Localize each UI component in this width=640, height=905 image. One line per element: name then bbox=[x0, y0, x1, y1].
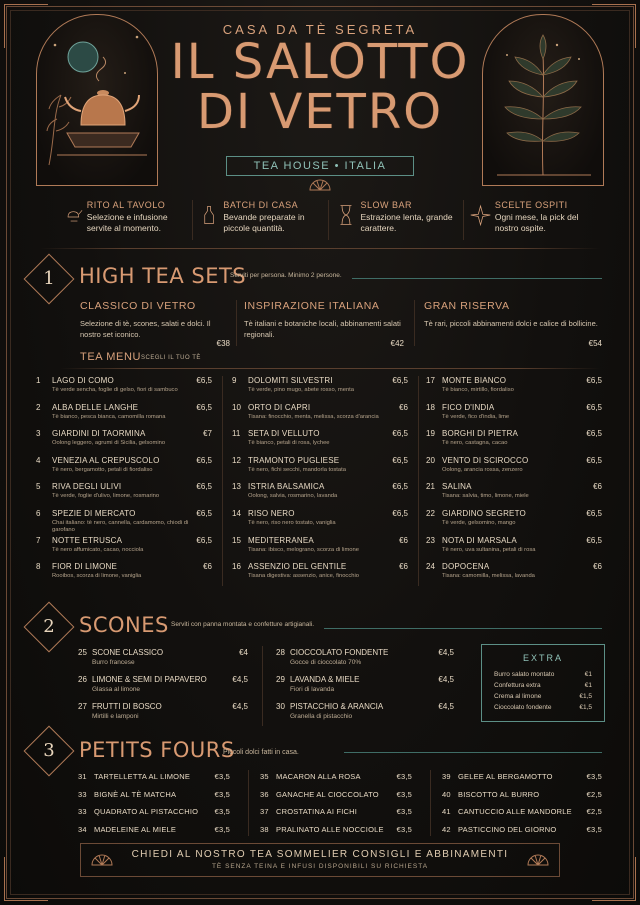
item-price: €6,5 bbox=[196, 535, 212, 545]
item-desc: Tè bianco, pesca bianca, camomilla romana bbox=[52, 413, 166, 420]
tea-item bbox=[426, 482, 602, 509]
item-number: 23 bbox=[426, 535, 435, 545]
feature-desc: Bevande preparate in piccole quantità. bbox=[223, 212, 305, 233]
item-number: 35 bbox=[260, 772, 269, 781]
item-desc: Tè nero affumicato, cacao, nocciola bbox=[52, 546, 144, 553]
item-name: QUADRATO AL PISTACCHIO bbox=[94, 807, 199, 816]
item-price: €6,5 bbox=[392, 508, 408, 518]
petit-four-item bbox=[442, 825, 602, 843]
item-name: ORTO DI CAPRI bbox=[248, 402, 311, 412]
bottle-icon bbox=[199, 200, 219, 230]
item-desc: Tè nero, fichi secchi, mandorla tostata bbox=[248, 466, 346, 473]
tea-item bbox=[36, 536, 212, 563]
item-name: LAGO DI COMO bbox=[52, 376, 114, 385]
item-name: LIMONE & SEMI DI PAPAVERO bbox=[92, 675, 207, 684]
item-price: €6,5 bbox=[586, 535, 602, 545]
petit-four-item bbox=[260, 825, 412, 843]
item-desc: Fiori di lavanda bbox=[290, 686, 335, 693]
item-price: €6,5 bbox=[586, 429, 602, 439]
divider bbox=[222, 376, 223, 586]
item-name: DOPOCENA bbox=[442, 562, 490, 572]
item-desc: Oolong, salvia, rosmarino, lavanda bbox=[248, 493, 338, 500]
item-name: NOTTE ETRUSCA bbox=[52, 535, 123, 545]
extra-item bbox=[482, 691, 604, 702]
item-price: €6,5 bbox=[196, 482, 212, 492]
item-price: €7 bbox=[203, 429, 212, 439]
tea-item bbox=[36, 482, 212, 509]
item-desc: Tè verde, foglie d'ulivo, limone, rosmarino bbox=[52, 493, 160, 500]
item-desc: Tè verde, pino mugo, abete rosso, menta bbox=[248, 387, 355, 393]
tea-menu-subtitle: SCEGLI IL TUO TÈ bbox=[141, 355, 201, 361]
item-desc: Tè bianco, petali di rosa, lychee bbox=[248, 440, 330, 447]
tea-set-card bbox=[244, 300, 404, 348]
item-number: 4 bbox=[36, 455, 41, 465]
item-name: TARTELLETTA AL LIMONE bbox=[94, 772, 191, 781]
set-desc: Tè italiani e botaniche locali, abbinamenti salati regionali. bbox=[244, 319, 401, 339]
set-desc: Tè rari, piccoli abbinamenti dolci e calice di bollicine. bbox=[424, 319, 598, 328]
scone-item bbox=[276, 648, 454, 672]
fan-ornament-icon bbox=[527, 852, 549, 866]
item-name: VENEZIA AL CREPUSCOLO bbox=[52, 455, 160, 465]
tea-item bbox=[36, 376, 212, 403]
item-name: ALBA DELLE LANGHE bbox=[52, 402, 139, 412]
set-name: CLASSICO DI VETRO bbox=[80, 300, 196, 312]
item-name: TRAMONTO PUGLIESE bbox=[248, 455, 340, 465]
item-number: 24 bbox=[426, 562, 435, 572]
set-desc: Selezione di tè, scones, salati e dolci. Il nostro set iconico. bbox=[80, 319, 211, 339]
tea-item bbox=[36, 403, 212, 430]
petit-four-item bbox=[442, 772, 602, 790]
tea-item bbox=[426, 562, 602, 589]
compass-star-icon bbox=[470, 200, 491, 230]
tea-column bbox=[232, 376, 408, 589]
item-name: PRALINATO ALLE NOCCIOLE bbox=[276, 824, 384, 834]
set-price: €42 bbox=[390, 339, 404, 348]
item-name: SPEZIE DI MERCATO bbox=[52, 508, 136, 518]
tea-set-card bbox=[80, 300, 230, 348]
divider bbox=[40, 248, 600, 249]
item-price: €6,5 bbox=[586, 402, 602, 412]
item-desc: Tè nero, uva sultanina, petali di rosa bbox=[442, 546, 536, 553]
feature-item bbox=[328, 200, 463, 240]
petit-four-item bbox=[260, 790, 412, 808]
item-name: GANACHE AL CIOCCOLATO bbox=[276, 789, 379, 799]
tea-item bbox=[36, 562, 212, 589]
item-number: 22 bbox=[426, 508, 435, 518]
footer-subline: TÈ SENZA TEINA E INFUSI DISPONIBILI SU RICHIESTA bbox=[211, 863, 429, 870]
scone-item bbox=[276, 702, 454, 726]
petit-four-item bbox=[78, 807, 230, 825]
item-desc: Granella di pistacchio bbox=[290, 713, 353, 720]
item-desc: Tè verde sencha, foglie di gelso, fiori di sambuco bbox=[52, 387, 178, 393]
features-row bbox=[58, 200, 598, 240]
item-name: NOTA DI MARSALA bbox=[442, 535, 517, 545]
item-name: SCONE CLASSICO bbox=[92, 648, 164, 657]
item-name: PISTACCHIO & ARANCIA bbox=[290, 702, 384, 711]
tea-menu-title: TEA MENU bbox=[80, 351, 142, 363]
fan-ornament-icon bbox=[91, 852, 113, 866]
item-name: LAVANDA & MIELE bbox=[290, 675, 360, 684]
item-desc: Rooibos, scorza di limone, vaniglia bbox=[52, 573, 142, 580]
item-name: VENTO DI SCIROCCO bbox=[442, 455, 529, 465]
tea-item bbox=[232, 456, 408, 483]
item-desc: Gocce di cioccolato 70% bbox=[290, 659, 362, 666]
item-name: GELEE AL BERGAMOTTO bbox=[458, 772, 553, 781]
item-number: 31 bbox=[78, 772, 87, 781]
section-rule bbox=[344, 752, 602, 753]
teapot-pour-icon bbox=[64, 200, 83, 230]
tea-item bbox=[232, 482, 408, 509]
extra-price: €1 bbox=[584, 671, 592, 678]
tea-item bbox=[36, 429, 212, 456]
item-price: €6,5 bbox=[586, 455, 602, 465]
extra-price: €1,5 bbox=[579, 704, 592, 711]
item-number: 30 bbox=[276, 702, 285, 711]
item-name: BORGHI DI PIETRA bbox=[442, 429, 519, 439]
corner-ornament bbox=[4, 857, 48, 901]
item-price: €3,5 bbox=[396, 807, 412, 816]
feature-title: BATCH DI CASA bbox=[223, 200, 299, 210]
item-price: €6,5 bbox=[392, 429, 408, 439]
petit-four-item bbox=[78, 825, 230, 843]
item-number: 20 bbox=[426, 455, 435, 465]
item-desc: Tè verde, gelsomino, mango bbox=[442, 519, 516, 526]
item-name: GIARDINO SEGRETO bbox=[442, 508, 526, 518]
item-price: €3,5 bbox=[396, 824, 412, 834]
item-price: €3,5 bbox=[214, 807, 230, 816]
tea-item bbox=[426, 536, 602, 563]
item-desc: Glassa al limone bbox=[92, 686, 141, 693]
item-desc: Oolong, arancia rossa, zenzero bbox=[442, 466, 523, 473]
item-desc: Burro francese bbox=[92, 659, 135, 666]
item-name: RISO NERO bbox=[248, 508, 295, 518]
item-price: €6,5 bbox=[586, 376, 602, 385]
divider bbox=[430, 770, 431, 836]
scone-item bbox=[78, 648, 248, 672]
item-desc: Tisana digestiva: assenzio, anice, finocchio bbox=[248, 573, 359, 580]
item-price: €6,5 bbox=[196, 376, 212, 385]
extra-price: €1 bbox=[584, 682, 592, 689]
item-number: 38 bbox=[260, 824, 269, 834]
section-title: PETITS FOURS bbox=[79, 738, 235, 762]
item-desc: Tè nero, bergamotto, petali di fiordaliso bbox=[52, 466, 153, 473]
item-name: ASSENZIO DEL GENTILE bbox=[248, 562, 347, 572]
tea-item bbox=[426, 376, 602, 403]
section-note: Piccoli dolci fatti in casa. bbox=[223, 749, 299, 756]
item-desc: Tè nero, riso nero tostato, vaniglia bbox=[248, 519, 336, 526]
feature-title: RITO AL TAVOLO bbox=[86, 200, 166, 210]
petit-four-item bbox=[442, 790, 602, 808]
item-name: MEDITERRANEA bbox=[248, 535, 314, 545]
item-name: FIOR DI LIMONE bbox=[52, 562, 118, 572]
tea-item bbox=[426, 456, 602, 483]
tea-item bbox=[232, 562, 408, 589]
item-number: 5 bbox=[36, 482, 41, 492]
section-note: Serviti per persona. Minimo 2 persone. bbox=[230, 272, 342, 279]
item-price: €3,5 bbox=[214, 789, 230, 799]
tea-item bbox=[232, 509, 408, 536]
item-price: €6,5 bbox=[392, 482, 408, 492]
item-price: €3,5 bbox=[214, 824, 230, 834]
item-desc: Tisana: ibisco, melograno, scorza di limone bbox=[248, 546, 359, 553]
divider bbox=[262, 646, 263, 726]
item-price: €2,5 bbox=[586, 807, 602, 816]
extra-item bbox=[482, 669, 604, 680]
item-number: 9 bbox=[232, 376, 237, 385]
item-name: FICO D'INDIA bbox=[442, 402, 495, 412]
item-number: 18 bbox=[426, 402, 435, 412]
item-price: €4,5 bbox=[438, 675, 454, 684]
item-price: €6 bbox=[203, 562, 212, 572]
item-name: SALINA bbox=[442, 482, 472, 492]
tea-item bbox=[232, 376, 408, 403]
scone-item bbox=[276, 675, 454, 699]
item-number: 16 bbox=[232, 562, 241, 572]
corner-ornament bbox=[592, 857, 636, 901]
feature-item bbox=[192, 200, 327, 240]
item-name: ISTRIA BALSAMICA bbox=[248, 482, 325, 492]
section-number-badge: 1 bbox=[24, 254, 75, 305]
scone-item bbox=[78, 675, 248, 699]
extra-name: Crema al limone bbox=[494, 693, 542, 700]
section-number-badge: 2 bbox=[24, 602, 75, 653]
item-price: €4,5 bbox=[232, 675, 248, 684]
item-number: 6 bbox=[36, 508, 41, 518]
item-desc: Tè verde, fico d'india, lime bbox=[442, 413, 510, 420]
item-price: €6,5 bbox=[586, 508, 602, 518]
item-number: 10 bbox=[232, 402, 241, 412]
item-name: DOLOMITI SILVESTRI bbox=[248, 376, 333, 385]
divider bbox=[418, 376, 419, 586]
item-number: 27 bbox=[78, 702, 87, 711]
item-desc: Tisana: finocchio, menta, melissa, scorza d'arancia bbox=[248, 413, 379, 420]
fan-ornament-icon bbox=[309, 179, 331, 191]
item-desc: Mirtilli e lamponi bbox=[92, 713, 139, 720]
tea-item bbox=[232, 536, 408, 563]
tea-item bbox=[232, 429, 408, 456]
item-number: 33 bbox=[78, 789, 87, 799]
item-number: 39 bbox=[442, 772, 451, 781]
item-name: PASTICCINO DEL GIORNO bbox=[458, 824, 557, 834]
set-name: GRAN RISERVA bbox=[424, 300, 510, 312]
extra-box bbox=[481, 644, 605, 722]
item-number: 11 bbox=[232, 429, 241, 439]
item-number: 34 bbox=[78, 824, 87, 834]
item-price: €3,5 bbox=[396, 772, 412, 781]
item-number: 14 bbox=[232, 508, 241, 518]
item-price: €6 bbox=[399, 535, 408, 545]
item-price: €4,5 bbox=[232, 702, 248, 711]
section-note: Serviti con panna montata e confetture artigianali. bbox=[171, 621, 315, 628]
item-number: 40 bbox=[442, 789, 451, 799]
petit-four-item bbox=[260, 772, 412, 790]
petit-four-item bbox=[78, 772, 230, 790]
item-number: 21 bbox=[426, 482, 435, 492]
tea-item bbox=[36, 509, 212, 536]
item-name: CROSTATINA AI FICHI bbox=[276, 807, 358, 816]
item-price: €2,5 bbox=[586, 789, 602, 799]
hourglass-icon bbox=[335, 200, 357, 230]
feature-item bbox=[463, 200, 598, 240]
item-number: 33 bbox=[78, 807, 87, 816]
item-number: 19 bbox=[426, 429, 435, 439]
section-title: SCONES bbox=[79, 613, 169, 637]
item-number: 26 bbox=[78, 675, 87, 684]
item-number: 8 bbox=[36, 562, 41, 572]
item-desc: Tisana: salvia, timo, limone, miele bbox=[442, 493, 529, 500]
item-name: MADELEINE AL MIELE bbox=[94, 824, 177, 834]
extra-name: Cioccolato fondente bbox=[494, 704, 552, 711]
item-price: €6 bbox=[399, 562, 408, 572]
item-name: MACARON ALLA ROSA bbox=[276, 772, 361, 781]
extra-price: €1,5 bbox=[579, 693, 592, 700]
petit-four-item bbox=[260, 807, 412, 825]
tea-item bbox=[426, 429, 602, 456]
set-price: €54 bbox=[588, 339, 602, 348]
feature-desc: Ogni mese, la pick del nostro ospite. bbox=[494, 212, 579, 233]
feature-item bbox=[58, 200, 192, 240]
divider bbox=[236, 300, 237, 346]
item-price: €6,5 bbox=[392, 376, 408, 385]
item-price: €4,5 bbox=[438, 702, 454, 711]
item-price: €3,5 bbox=[586, 772, 602, 781]
extra-title: EXTRA bbox=[522, 653, 563, 663]
item-price: €6,5 bbox=[392, 455, 408, 465]
page-title-line2: DI VETRO bbox=[197, 84, 443, 140]
item-price: €4 bbox=[239, 648, 248, 657]
tea-column bbox=[426, 376, 602, 589]
item-price: €6 bbox=[399, 402, 408, 412]
item-number: 25 bbox=[78, 648, 87, 657]
petit-four-item bbox=[442, 807, 602, 825]
item-desc: Tisana: camomilla, melissa, lavanda bbox=[442, 573, 535, 580]
section-rule bbox=[352, 278, 602, 279]
item-name: BIGNÈ AL TÈ MATCHA bbox=[94, 789, 177, 799]
tea-set-card bbox=[424, 300, 602, 348]
item-price: €3,5 bbox=[586, 824, 602, 834]
tea-column bbox=[36, 376, 212, 589]
set-name: INSPIRAZIONE ITALIANA bbox=[244, 300, 380, 312]
item-number: 29 bbox=[276, 675, 285, 684]
divider bbox=[414, 300, 415, 346]
tea-item bbox=[426, 509, 602, 536]
item-desc: Tè nero, castagna, cacao bbox=[442, 440, 508, 447]
item-number: 3 bbox=[36, 429, 41, 439]
item-name: MONTE BIANCO bbox=[442, 376, 507, 385]
set-price: €38 bbox=[216, 339, 230, 348]
item-price: €6 bbox=[593, 482, 602, 492]
tea-item bbox=[426, 403, 602, 430]
scone-item bbox=[78, 702, 248, 726]
item-price: €3,5 bbox=[214, 772, 230, 781]
item-name: BISCOTTO AL BURRO bbox=[458, 789, 540, 799]
item-name: CANTUCCIO ALLE MANDORLE bbox=[458, 807, 572, 816]
item-desc: Oolong leggero, agrumi di Sicilia, gelsomino bbox=[52, 440, 166, 447]
item-number: 2 bbox=[36, 402, 41, 412]
item-price: €6,5 bbox=[196, 455, 212, 465]
extra-name: Burro salato montato bbox=[494, 671, 555, 678]
feature-title: SCELTE OSPITI bbox=[494, 200, 568, 210]
petit-four-item bbox=[78, 790, 230, 808]
item-price: €6,5 bbox=[196, 402, 212, 412]
item-price: €6 bbox=[593, 562, 602, 572]
extra-name: Confettura extra bbox=[494, 682, 541, 689]
item-number: 36 bbox=[260, 789, 269, 799]
item-number: 41 bbox=[442, 807, 451, 816]
item-number: 12 bbox=[232, 455, 241, 465]
footer-banner bbox=[80, 843, 560, 877]
section-title: HIGH TEA SETS bbox=[79, 264, 247, 288]
item-number: 28 bbox=[276, 648, 285, 657]
section-rule bbox=[324, 628, 602, 629]
tea-item bbox=[36, 456, 212, 483]
item-desc: Tè bianco, mirtillo, fiordaliso bbox=[442, 387, 514, 393]
footer-headline: CHIEDI AL NOSTRO TEA SOMMELIER CONSIGLI E ABBINAMENTI bbox=[131, 849, 509, 860]
divider bbox=[248, 770, 249, 836]
item-number: 15 bbox=[232, 535, 241, 545]
extra-item bbox=[482, 680, 604, 691]
brand-kicker: CASA DA TÈ SEGRETA bbox=[222, 22, 418, 37]
item-price: €3,5 bbox=[396, 789, 412, 799]
item-price: €6,5 bbox=[196, 508, 212, 518]
item-name: SETA DI VELLUTO bbox=[248, 429, 320, 439]
feature-desc: Estrazione lenta, grande carattere. bbox=[360, 212, 453, 233]
item-name: GIARDINI DI TAORMINA bbox=[52, 429, 146, 439]
item-number: 17 bbox=[426, 376, 435, 385]
extra-item bbox=[482, 702, 604, 713]
item-number: 42 bbox=[442, 824, 451, 834]
feature-title: SLOW BAR bbox=[360, 200, 412, 210]
item-number: 1 bbox=[36, 376, 41, 385]
item-number: 37 bbox=[260, 807, 269, 816]
item-price: €4,5 bbox=[438, 648, 454, 657]
section-number-badge: 3 bbox=[24, 726, 75, 777]
item-name: CIOCCOLATO FONDENTE bbox=[290, 648, 389, 657]
item-name: RIVA DEGLI ULIVI bbox=[52, 482, 122, 492]
page-title-line1: IL SALOTTO bbox=[170, 34, 470, 90]
item-name: FRUTTI DI BOSCO bbox=[92, 702, 162, 711]
item-number: 7 bbox=[36, 535, 41, 545]
divider bbox=[60, 368, 600, 369]
feature-desc: Selezione e infusione servite al momento. bbox=[86, 212, 168, 233]
item-number: 13 bbox=[232, 482, 241, 492]
tea-item bbox=[232, 403, 408, 430]
item-desc: Chai italiano: tè nero, cannella, cardamomo, chiodi di garofano bbox=[52, 519, 189, 533]
subtitle-banner: TEA HOUSE • ITALIA bbox=[226, 156, 414, 176]
